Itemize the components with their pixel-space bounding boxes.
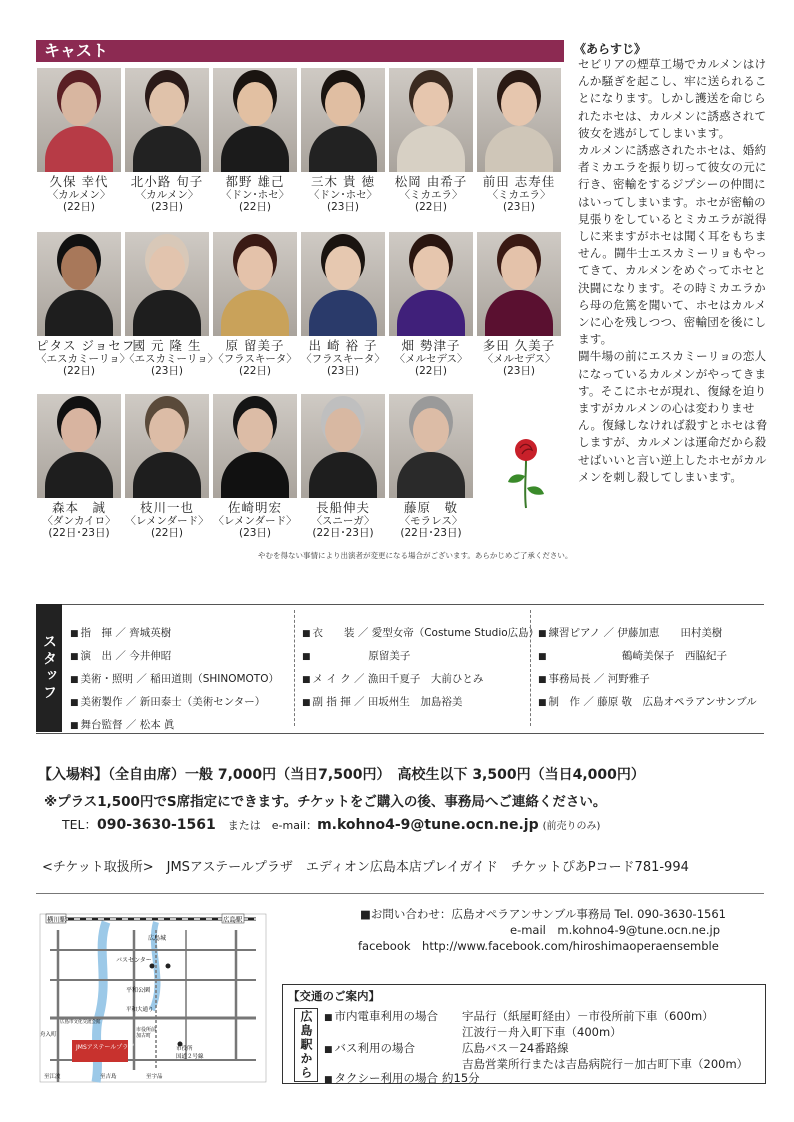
cast-name: 都野 雄己 <box>225 174 285 189</box>
transport-label: ■ バス利用の場合 <box>324 1040 415 1056</box>
cast-photo-figure <box>397 290 465 336</box>
tel-label: TEL： <box>62 817 97 832</box>
staff-entry: ■ 練習ピアノ ／ 伊藤加恵 田村美樹 <box>538 622 757 645</box>
synopsis-paragraph: カルメンに誘惑されたホセは、婚約者ミカエラを振り切って彼女の元に行き、密輸をするジプシーの仲間にはいってしまいます。ホセが密輸の見張りをしているとミカエラが説得しに来ますがホセは聞く耳をもちません。闘牛士エスカミーリョもやってきて、カルメンをめぐってホセと決闘になります。その時ミカエラから母の危篤を聞いて、ホセはカルメンに心を残しつつ、密輸団を後にします。 <box>578 143 768 347</box>
rose-illustration <box>506 436 546 514</box>
cast-photo-figure <box>309 290 377 336</box>
cast-photo-face <box>149 408 185 452</box>
cast-photo <box>125 232 209 336</box>
map-label-to-ujina: 至宇品 <box>146 1074 163 1080</box>
map-label-to-eba: 至江波 <box>44 1074 61 1080</box>
cast-photo <box>37 394 121 498</box>
cast-role: 〈フラスキータ〉 <box>213 353 297 365</box>
facebook-link[interactable]: facebook http://www.facebook.com/hiroshimaoperaensemble <box>358 939 719 953</box>
cast-photo-figure <box>45 452 113 498</box>
cast-photo-face <box>325 82 361 126</box>
cast-role: 〈メルセデス〉 <box>394 353 468 365</box>
cast-member <box>124 232 219 377</box>
access-map <box>36 910 268 1084</box>
cast-date: (22日) <box>62 365 96 377</box>
cast-photo-figure <box>133 290 201 336</box>
cast-member <box>300 68 386 213</box>
cast-photo <box>125 394 209 498</box>
cast-photo-face <box>325 246 361 290</box>
synopsis-paragraph: 闘牛場の前にエスカミーリョの恋人になっているカルメンがやってきます。そこにホセが現れ、復縁を迫りますがカルメンの心は変わりません。復縁しなければ殺すとホセは脅しますが、カルメンは運命だから殺せばいいと言い逆上したホセがカルメンを刺し殺してしまいます。 <box>578 349 768 484</box>
map-label-city-hall: 市役所 <box>176 1046 193 1052</box>
cast-photo-figure <box>45 290 113 336</box>
cast-member <box>212 394 298 539</box>
staff-label: スタッフ <box>36 604 62 732</box>
cast-role: 〈ミカエラ〉 <box>399 189 463 201</box>
cast-role: 〈レメンダード〉 <box>125 515 209 527</box>
map-label-shiyakusho-mae: 市役所前 <box>136 1027 157 1033</box>
cast-name: 國 元 隆 生 <box>132 338 202 353</box>
cast-member <box>388 232 474 377</box>
cast-photo-face <box>61 246 97 290</box>
cast-name: 原 留美子 <box>225 338 285 353</box>
staff-entry: ■ 制 作 ／ 藤原 敬 広島オペラアンサンブル <box>538 691 757 714</box>
cast-change-notice: やむを得ない事情により出演者が変更になる場合がございます。あらかじめご了承ください。 <box>258 551 573 560</box>
cast-role: 〈スニーガ〉 <box>311 515 375 527</box>
cast-photo-face <box>413 408 449 452</box>
cast-date: (23日) <box>238 527 272 539</box>
cast-role: 〈ダンカイロ〉 <box>42 515 116 527</box>
cast-photo-figure <box>133 126 201 172</box>
staff-entry: ■ 美術製作 ／ 新田泰士（美術センター） <box>70 691 279 714</box>
cast-role: 〈ドン･ホセ〉 <box>220 189 290 201</box>
cast-name: 佐崎明宏 <box>227 500 282 515</box>
staff-entry: ■ メ イ ク ／ 漁田千夏子 大前ひとみ <box>302 668 539 691</box>
cast-date: (22日･23日) <box>400 527 462 539</box>
cast-photo-figure <box>221 126 289 172</box>
map-label-castle: 広島城 <box>148 935 167 942</box>
map-label-peace-park: 平和公園 <box>126 987 151 994</box>
cast-member <box>124 394 210 539</box>
cast-photo-figure <box>309 452 377 498</box>
cast-photo <box>37 68 121 172</box>
map-label-peace-blvd: 平和大通り <box>126 1007 154 1013</box>
cast-member <box>36 394 122 539</box>
staff-entry: ■ 鶴崎美保子 西脇紀子 <box>538 645 757 668</box>
cast-photo-face <box>501 246 537 290</box>
cast-member <box>388 68 474 213</box>
cast-photo-face <box>61 408 97 452</box>
map-label-bus-center: バスセンター <box>116 957 152 964</box>
transport-detail: 江波行－舟入町下車（400m） <box>462 1025 622 1039</box>
admission-seat-upgrade: ※プラス1,500円でS席指定にできます。チケットをご購入の後、事務局へご連絡ください。 <box>44 794 607 810</box>
transport-detail: 広島バス－24番路線 <box>462 1041 569 1055</box>
cast-date: (22日) <box>150 527 184 539</box>
synopsis-paragraph: セビリアの煙草工場でカルメンはけんか騒ぎを起こし、牢に送られることになります。しかし護送を命じられたホセは、カルメンに誘惑されて彼女を逃がしてしまいます。 <box>578 57 767 140</box>
cast-member <box>36 68 122 213</box>
cast-role: 〈フラスキータ〉 <box>301 353 385 365</box>
cast-photo-figure <box>221 452 289 498</box>
cast-photo-figure <box>221 290 289 336</box>
cast-member <box>300 394 386 539</box>
contact-info <box>360 906 726 954</box>
cast-name: 藤原 敬 <box>403 500 458 515</box>
map-label-hiroshima-station: 広島駅 <box>223 915 243 924</box>
cast-photo-face <box>149 246 185 290</box>
staff-entry: ■ 演 出 ／ 今井伸昭 <box>70 645 279 668</box>
transport-label: ■ タクシー利用の場合 <box>324 1070 438 1086</box>
cast-role: 〈エスカミーリョ〉 <box>36 353 131 365</box>
cast-role: 〈カルメン〉 <box>135 189 199 201</box>
cast-photo <box>477 232 561 336</box>
cast-photo <box>213 232 297 336</box>
admission-contact <box>62 815 600 833</box>
staff-column-1 <box>70 622 279 737</box>
cast-photo <box>301 68 385 172</box>
map-label-venue: JMSアステールプラザ <box>76 1044 135 1051</box>
cast-photo <box>301 232 385 336</box>
staff-entry: ■ 原留美子 <box>302 645 539 668</box>
cast-date: (22日) <box>414 365 448 377</box>
cast-photo <box>389 68 473 172</box>
cast-photo <box>477 68 561 172</box>
cast-photo-face <box>237 82 273 126</box>
cast-photo-figure <box>397 452 465 498</box>
cast-date: (23日) <box>150 365 184 377</box>
cast-name: 前田 志寿佳 <box>482 174 556 189</box>
cast-name: 久保 幸代 <box>49 174 109 189</box>
cast-date: (23日) <box>326 201 360 213</box>
map-label-kako: 加古町 <box>136 1033 152 1039</box>
cast-member <box>124 68 210 213</box>
cast-member <box>388 394 474 539</box>
or-email-label: または e-mail： <box>227 819 318 832</box>
cast-photo-face <box>501 82 537 126</box>
inquiry-line: ■お問い合わせ：広島オペラアンサンブル事務局 Tel. 090-3630-1561 <box>360 907 726 921</box>
staff-entry: ■ 舞台監督 ／ 松本 眞 <box>70 714 279 737</box>
cast-name: 長船伸夫 <box>315 500 370 515</box>
map-label-route2: 国道２号線 <box>176 1054 204 1060</box>
cast-role: 〈レメンダード〉 <box>213 515 297 527</box>
staff-entry: ■ 指 揮 ／ 齊城英樹 <box>70 622 279 645</box>
cast-date: (23日) <box>150 201 184 213</box>
cast-photo-face <box>325 408 361 452</box>
email-address: m.kohno4-9@tune.ocn.ne.jp <box>317 817 539 833</box>
divider <box>36 893 764 894</box>
staff-divider <box>294 610 295 726</box>
tel-number: 090-3630-1561 <box>97 817 216 833</box>
cast-date: (22日･23日) <box>312 527 374 539</box>
staff-entry: ■ 事務局長 ／ 河野雅子 <box>538 668 757 691</box>
cast-name: ピタス ジョセフ <box>36 338 136 353</box>
transport-label: ■ 市内電車利用の場合 <box>324 1008 438 1024</box>
staff-entry: ■ 美術・照明 ／ 稲田道則（SHINOMOTO） <box>70 668 279 691</box>
map-label-yokogawa: 横川駅 <box>47 915 67 924</box>
cast-date: (23日) <box>502 201 536 213</box>
cast-name: 松岡 由希子 <box>394 174 468 189</box>
ticket-outlets: <チケット取扱所> JMSアステールプラザ エディオン広島本店プレイガイド チケットぴあPコード781-994 <box>42 860 689 875</box>
cast-photo-face <box>149 82 185 126</box>
cast-date: (22日) <box>62 201 96 213</box>
cast-photo <box>37 232 121 336</box>
cast-photo <box>213 68 297 172</box>
cast-name: 枝川一也 <box>139 500 194 515</box>
cast-photo-figure <box>485 126 553 172</box>
map-label-culture-hall: 広島市文化交流会館 <box>60 1020 101 1025</box>
map-label-to-yoshijima: 至吉島 <box>100 1074 117 1080</box>
cast-photo-face <box>413 246 449 290</box>
cast-name: 森本 誠 <box>51 500 106 515</box>
cast-photo <box>213 394 297 498</box>
cast-photo-figure <box>397 126 465 172</box>
cast-role: 〈メルセデス〉 <box>482 353 556 365</box>
cast-role: 〈モラレス〉 <box>399 515 463 527</box>
cast-role: 〈カルメン〉 <box>47 189 111 201</box>
cast-photo <box>125 68 209 172</box>
transport-detail: 宇品行（紙屋町経由）－市役所前下車（600m） <box>462 1009 714 1023</box>
transport-title: 【交通のご案内】 <box>288 989 380 1003</box>
staff-entry: ■ 衣 装 ／ 愛型女帝（Costume Studio広島） <box>302 622 539 645</box>
cast-section-title: キャスト <box>36 40 564 62</box>
cast-role: 〈ミカエラ〉 <box>487 189 551 201</box>
transport-from-label: 広島駅から <box>294 1008 318 1082</box>
staff-column-3 <box>538 622 757 714</box>
map-marker <box>150 964 155 969</box>
transport-detail: 吉島営業所行または吉島病院行－加古町下車（200m） <box>462 1057 749 1071</box>
staff-column-2 <box>302 622 539 714</box>
transport-detail: 約15分 <box>442 1071 480 1085</box>
cast-member <box>212 232 298 377</box>
cast-member <box>300 232 386 377</box>
cast-photo-figure <box>133 452 201 498</box>
cast-name: 出 崎 裕 子 <box>308 338 378 353</box>
cast-photo-figure <box>309 126 377 172</box>
cast-name: 多田 久美子 <box>482 338 556 353</box>
cast-date: (23日) <box>502 365 536 377</box>
cast-name: 三木 貴 徳 <box>311 174 375 189</box>
cast-member <box>476 68 562 213</box>
cast-name: 畑 勢津子 <box>401 338 461 353</box>
cast-date: (22日･23日) <box>48 527 110 539</box>
cast-date: (22日) <box>238 365 272 377</box>
cast-role: 〈ドン･ホセ〉 <box>308 189 378 201</box>
cast-photo-face <box>237 246 273 290</box>
cast-member <box>36 232 136 377</box>
synopsis-title: 《あらすじ》 <box>574 42 647 56</box>
cast-member <box>212 68 298 213</box>
cast-photo-face <box>237 408 273 452</box>
staff-entry: ■ 副 指 揮 ／ 田坂州生 加島裕美 <box>302 691 539 714</box>
cast-photo <box>389 394 473 498</box>
admission-price: 【入場料】（全自由席）一般 7,000円（当日7,500円） 高校生以下 3,500円（当日4,000円） <box>38 767 645 783</box>
cast-date: (23日) <box>326 365 360 377</box>
cast-photo <box>301 394 385 498</box>
cast-name: 北小路 旬子 <box>130 174 204 189</box>
cast-photo-face <box>61 82 97 126</box>
cast-role: 〈エスカミーリョ〉 <box>124 353 219 365</box>
contact-email: e-mail m.kohno4-9@tune.ocn.ne.jp <box>510 923 721 937</box>
synopsis-text <box>578 56 768 486</box>
map-label-funairi: 舟入町 <box>40 1032 57 1038</box>
cast-photo <box>389 232 473 336</box>
cast-photo-figure <box>485 290 553 336</box>
cast-photo-figure <box>45 126 113 172</box>
cast-photo-face <box>413 82 449 126</box>
cast-member <box>476 232 562 377</box>
cast-date: (22日) <box>414 201 448 213</box>
cast-date: (22日) <box>238 201 272 213</box>
map-marker <box>166 964 171 969</box>
presale-note: (前売りのみ) <box>542 821 601 832</box>
